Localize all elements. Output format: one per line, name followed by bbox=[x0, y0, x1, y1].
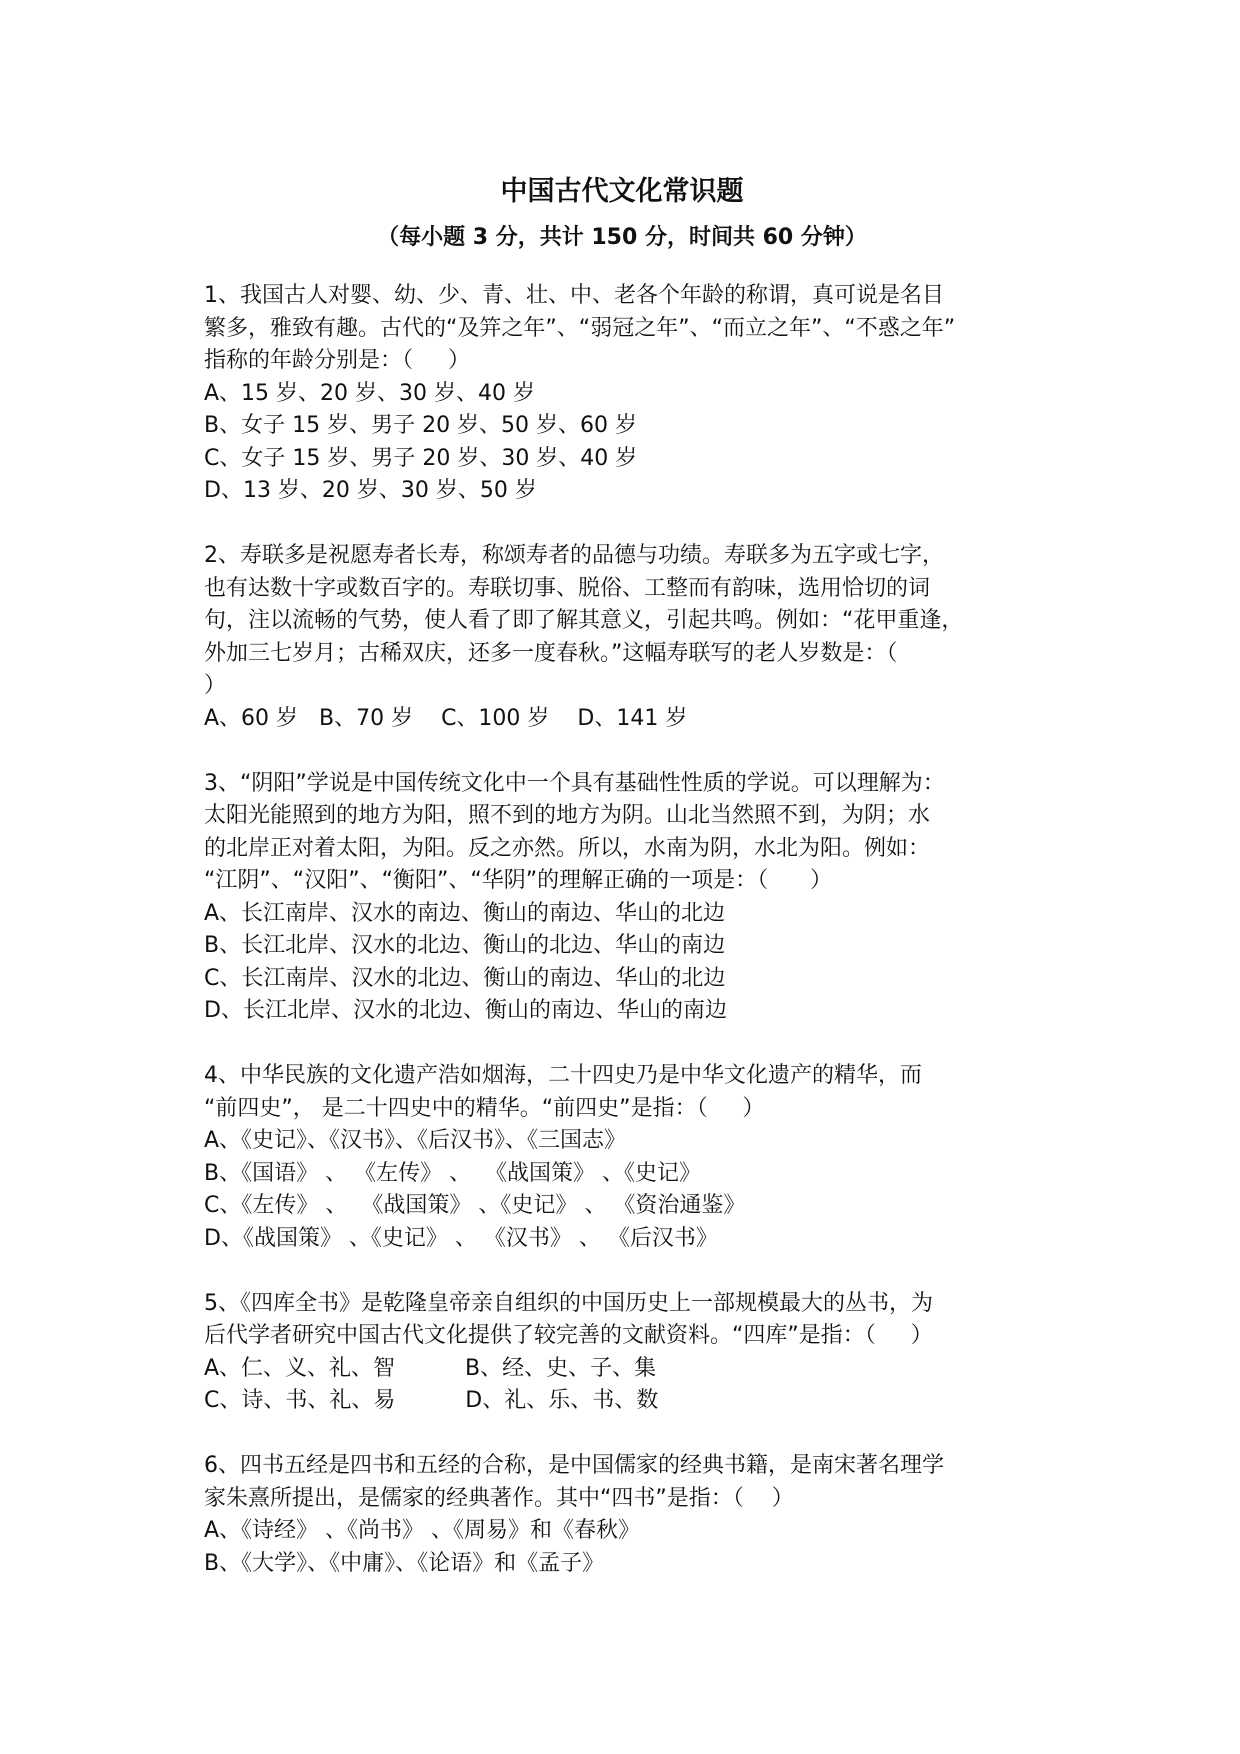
document-title: 中国古代文化常识题 bbox=[500, 176, 744, 207]
answer-option-a: A、长江南岸、汉水的南边、衡山的南边、华山的北边 bbox=[204, 900, 726, 926]
question-list bbox=[204, 280, 1040, 1580]
answer-option-a: A、15 岁、20 岁、30 岁、40 岁 bbox=[204, 380, 535, 406]
question-text-line: 家朱熹所提出，是儒家的经典著作。其中“四书”是指：（ ） bbox=[204, 1485, 794, 1511]
question-text-line: “江阴”、“汉阳”、“衡阳”、“华阴”的理解正确的一项是：（ ） bbox=[204, 868, 833, 893]
document-subtitle: （每小题 3 分，共计 150 分，时间共 60 分钟） bbox=[377, 225, 867, 250]
answer-option-a: A、《史记》、《汉书》、《后汉书》、《三国志》 bbox=[204, 1128, 627, 1153]
question-text-line: 也有达数十字或数百字的。寿联切事、脱俗、工整而有韵味，选用恰切的词 bbox=[204, 575, 931, 601]
answer-option-c: C、长江南岸、汉水的北边、衡山的南边、华山的北边 bbox=[204, 965, 726, 991]
question-1 bbox=[204, 280, 1040, 508]
question-3 bbox=[204, 768, 1040, 1028]
question-2 bbox=[204, 540, 1040, 735]
question-text-line: 1、我国古人对婴、幼、少、青、壮、中、老各个年龄的称谓，真可说是名目 bbox=[204, 283, 944, 308]
answer-option-d: D、《战国策》 、《史记》 、 《汉书》 、 《后汉书》 bbox=[204, 1225, 718, 1251]
question-text-line: 繁多，雅致有趣。古代的“及笄之年”、“弱冠之年”、“而立之年”、“不惑之年” bbox=[204, 315, 956, 341]
question-text-line: 4、中华民族的文化遗产浩如烟海，二十四史乃是中华文化遗产的精华，而 bbox=[204, 1063, 922, 1088]
answer-option-b: B、《大学》、《中庸》、《论语》和《孟子》 bbox=[204, 1550, 605, 1576]
answer-options-row: A、60 岁 B、70 岁 C、100 岁 D、141 岁 bbox=[204, 705, 688, 731]
question-text-line: 6、四书五经是四书和五经的合称，是中国儒家的经典书籍，是南宋著名理学 bbox=[204, 1453, 944, 1478]
question-text-line: 后代学者研究中国古代文化提供了较完善的文献资料。“四库”是指：（ ） bbox=[204, 1323, 933, 1348]
question-4 bbox=[204, 1060, 1040, 1255]
question-text-line: 5、《四库全书》是乾隆皇帝亲自组织的中国历史上一部规模最大的丛书，为 bbox=[204, 1290, 933, 1316]
answer-option-a: A、《诗经》 、《尚书》 、《周易》和《春秋》 bbox=[204, 1518, 641, 1543]
answer-option-b: B、长江北岸、汉水的北边、衡山的北边、华山的南边 bbox=[204, 933, 726, 958]
answer-option-b: B、《国语》 、 《左传》 、 《战国策》 、《史记》 bbox=[204, 1160, 702, 1186]
answer-options-row: C、诗、书、礼、易 D、礼、乐、书、数 bbox=[204, 1388, 659, 1413]
answer-option-d: D、13 岁、20 岁、30 岁、50 岁 bbox=[204, 478, 537, 503]
question-text-line: 的北岸正对着太阳，为阳。反之亦然。所以，水南为阴，水北为阳。例如： bbox=[204, 835, 931, 861]
question-text-line: “前四史”， 是二十四史中的精华。“前四史”是指：（ ） bbox=[204, 1095, 765, 1121]
question-text-line: 3、“阴阳”学说是中国传统文化中一个具有基础性性质的学说。可以理解为： bbox=[204, 770, 945, 796]
question-6 bbox=[204, 1450, 1040, 1580]
question-text-line: 2、寿联多是祝愿寿者长寿，称颂寿者的品德与功绩。寿联多为五字或七字， bbox=[204, 543, 944, 568]
question-text-line: 太阳光能照到的地方为阳，照不到的地方为阴。山北当然照不到，为阴；水 bbox=[204, 803, 931, 828]
answer-options-row: A、仁、义、礼、智 B、经、史、子、集 bbox=[204, 1355, 657, 1381]
question-text-line: 外加三七岁月；古稀双庆，还多一度春秋。”这幅寿联写的老人岁数是：（ bbox=[204, 640, 898, 666]
question-text-line: 句，注以流畅的气势，使人看了即了解其意义，引起共鸣。例如：“花甲重逢， bbox=[204, 608, 964, 633]
question-5 bbox=[204, 1288, 1040, 1418]
answer-option-c: C、《左传》 、 《战国策》 、《史记》 、 《资治通鉴》 bbox=[204, 1193, 746, 1218]
question-text-line: ） bbox=[204, 673, 227, 698]
answer-option-b: B、女子 15 岁、男子 20 岁、50 岁、60 岁 bbox=[204, 413, 638, 438]
question-text-line: 指称的年龄分别是：（ ） bbox=[204, 348, 470, 373]
answer-option-c: C、女子 15 岁、男子 20 岁、30 岁、40 岁 bbox=[204, 445, 638, 471]
answer-option-d: D、长江北岸、汉水的北边、衡山的南边、华山的南边 bbox=[204, 998, 727, 1023]
